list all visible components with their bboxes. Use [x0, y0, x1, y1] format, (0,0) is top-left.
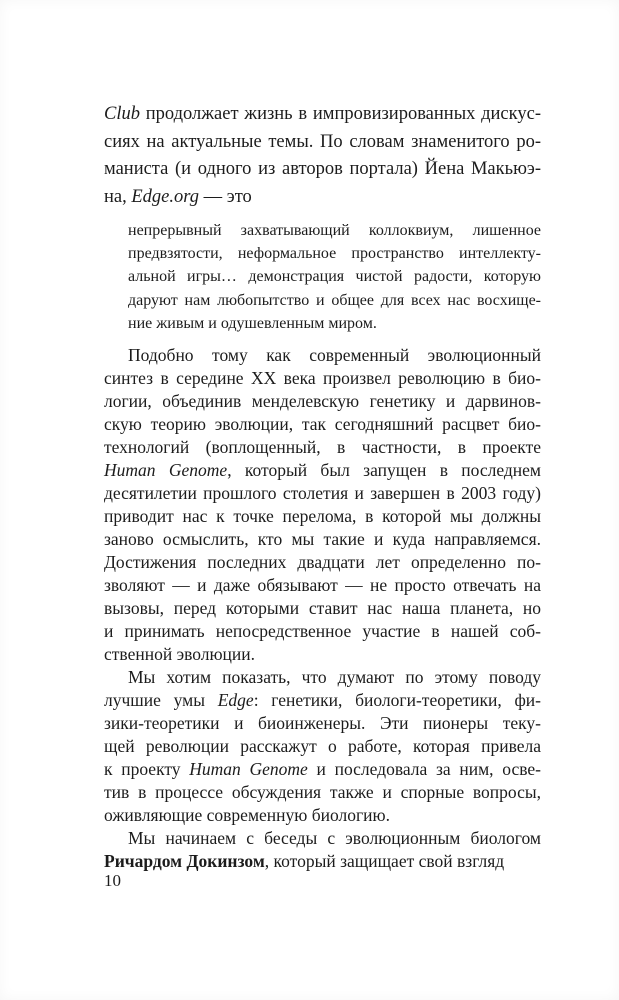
text-run: приводит нас к точке перелома, в которой мы должны	[104, 506, 541, 527]
text-run: ственной эволюции.	[104, 644, 256, 665]
text-line	[104, 459, 541, 482]
page-text	[104, 101, 541, 873]
text-line	[128, 219, 541, 242]
text-run: Мы начинаем с беседы с эволюционным биологом	[128, 828, 541, 849]
text-run: на,	[104, 186, 132, 207]
text-run: Club	[104, 104, 140, 124]
text-run: Human Genome	[189, 759, 308, 780]
text-line	[104, 156, 541, 184]
text-run: Edge.org	[131, 186, 200, 207]
text-run: лучшие умы	[104, 690, 218, 711]
text-line	[128, 312, 541, 335]
text-line	[104, 804, 541, 827]
text-run: тив в процессе обсуждения также и спорные вопросы,	[104, 782, 541, 803]
text-run: вызовы, перед которыми ставит нас наша планета, но	[104, 598, 541, 619]
paragraph-quote	[104, 219, 541, 335]
text-line	[104, 620, 541, 643]
text-run: Достижения последних двадцати лет определенно по-	[104, 552, 541, 573]
text-run: — это	[199, 186, 252, 207]
text-run: синтез в середине XX века произвел революцию в био-	[104, 368, 541, 389]
text-run: : генетики, биологи-теоретики, фи-	[253, 690, 542, 711]
text-line	[104, 344, 541, 367]
text-run: сиях на актуальные темы. По словам знаменитого ро-	[104, 131, 541, 152]
text-line	[128, 265, 541, 288]
paragraph-body	[104, 666, 541, 827]
text-run: зики-теоретики и биоинженеры. Эти пионеры теку-	[104, 713, 541, 734]
text-line	[104, 850, 541, 873]
text-line	[104, 184, 541, 212]
text-run: альной игры… демонстрация чистой радости, которую	[128, 268, 541, 286]
text-run: , который был запущен в последнем	[227, 460, 541, 481]
text-line	[104, 505, 541, 528]
text-line	[104, 413, 541, 436]
text-run: Мы хотим показать, что думают по этому поводу	[128, 667, 541, 688]
text-run: и последовала за ним, осве-	[307, 759, 541, 780]
text-line	[104, 758, 541, 781]
text-run: зволяют — и даже обязывают — не просто отвечать на	[104, 575, 541, 596]
paragraph-body	[104, 344, 541, 666]
text-line	[128, 289, 541, 312]
page-number: 10	[104, 871, 121, 890]
text-line	[104, 528, 541, 551]
text-run: Подобно тому как современный эволюционный	[128, 345, 541, 366]
text-run: Ричардом Докинзом	[104, 851, 265, 872]
text-line	[104, 129, 541, 157]
text-run: скую теорию эволюции, так сегодняшний расцвет био-	[104, 414, 541, 435]
text-run: десятилетии прошлого столетия и завершен в 2003 году)	[104, 483, 541, 504]
text-line	[104, 436, 541, 459]
text-run: к проекту	[104, 759, 190, 780]
text-run: даруют нам любопытство и общее для всех нас восхище-	[128, 291, 541, 309]
text-run: Edge	[217, 690, 254, 711]
text-line	[104, 827, 541, 850]
text-line	[104, 367, 541, 390]
text-run: , который защищает свой взгляд	[264, 851, 505, 872]
text-run: ние живым и одушевленным миром.	[128, 314, 377, 332]
text-run: заново осмыслить, кто мы такие и куда направляемся.	[104, 529, 541, 550]
paragraph-body	[104, 827, 541, 873]
text-line	[104, 735, 541, 758]
text-line	[104, 390, 541, 413]
text-line	[104, 597, 541, 620]
text-run: технологий (воплощенный, в частности, в проекте	[104, 437, 541, 458]
text-run: предвзятости, неформальное пространство интеллекту-	[128, 245, 541, 263]
text-line	[104, 101, 541, 129]
text-run: маниста (и одного из авторов портала) Йена Макьюэ-	[104, 159, 541, 179]
text-run: Human Genome	[104, 460, 228, 481]
text-run: оживляющие современную биологию.	[104, 805, 390, 826]
paragraph-lead	[104, 101, 541, 211]
text-line	[104, 574, 541, 597]
text-run: продолжает жизнь в импровизированных дискус-	[139, 104, 541, 124]
text-line	[104, 551, 541, 574]
text-line	[104, 781, 541, 804]
text-line	[104, 666, 541, 689]
text-run: щей революции расскажут о работе, которая привела	[104, 736, 541, 757]
text-run: и принимать непосредственное участие в нашей соб-	[104, 621, 541, 642]
text-line	[104, 689, 541, 712]
text-line	[128, 242, 541, 265]
text-line	[104, 482, 541, 505]
text-run: логии, объединив менделевскую генетику и дарвинов-	[104, 391, 541, 412]
text-run: непрерывный захватывающий коллоквиум, лишенное	[128, 222, 541, 239]
text-line	[104, 643, 541, 666]
text-line	[104, 712, 541, 735]
